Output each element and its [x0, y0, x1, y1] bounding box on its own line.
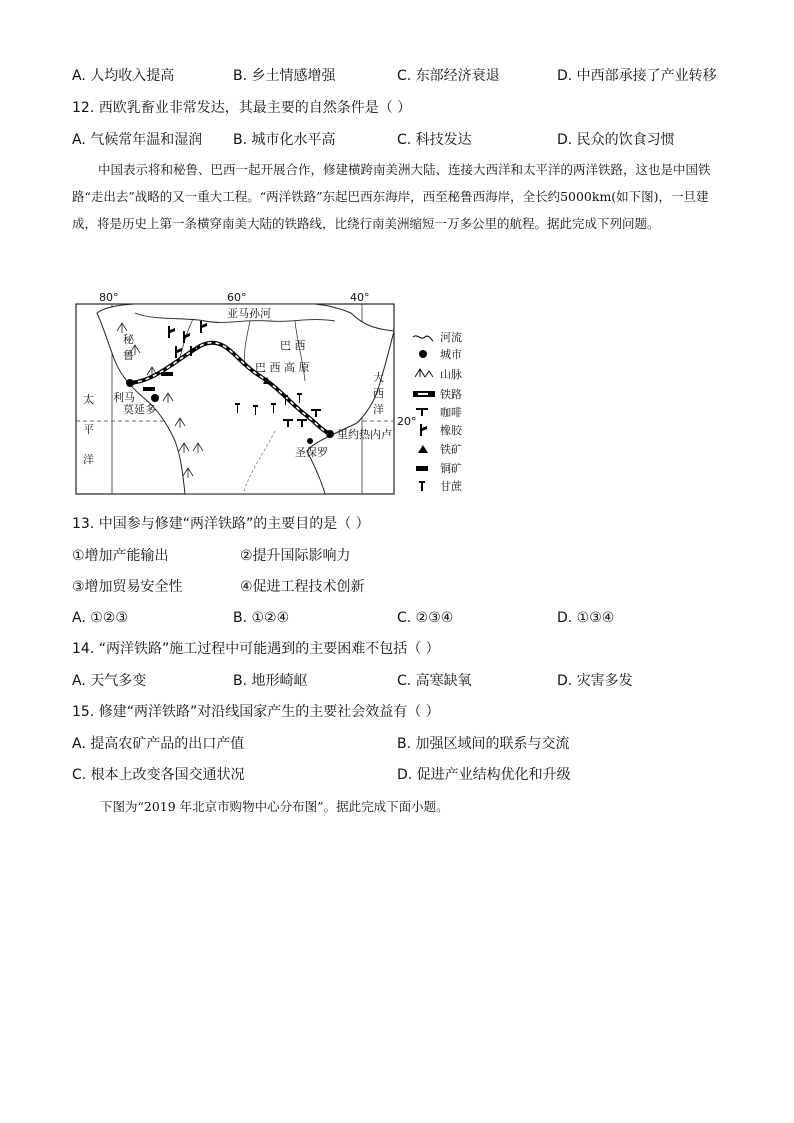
legend-iron-icon	[418, 445, 428, 453]
legend-city: 城市	[440, 348, 462, 361]
q13-option-d[interactable]: D. ①③④	[557, 610, 615, 626]
legend-mountain: 山脉	[440, 368, 462, 381]
city-lima	[126, 379, 134, 387]
passage-text: 中国表示将和秘鲁、巴西一起开展合作，修建横跨南美洲大陆、连接大西洋和太平洋的两洋铁路，这也是中国铁路“走出去”战略的又一重大工程。“两洋铁路”东起巴西东海岸，西至秘鲁西海岸，全长约5000km(如下图)，一旦建成，将是历史上第一条横穿南美大陆的铁路线，比绕行南美洲缩短一万多公里的航程。据此完成下列问题。	[72, 162, 711, 231]
q12-option-b[interactable]: B. 城市化水平高	[233, 132, 336, 148]
copper-symbol	[161, 372, 173, 376]
legend-copper: 铜矿	[440, 462, 462, 475]
q12-stem: 12. 西欧乳畜业非常发达，其最主要的自然条件是（ ）	[72, 100, 412, 116]
label-rio: 里约热内卢	[337, 428, 392, 441]
q13-option-c[interactable]: C. ②③④	[397, 610, 454, 626]
legend-sugarcane: 甘蔗	[440, 480, 462, 493]
legend-railway: 铁路	[440, 388, 462, 401]
label-pacific-3: 洋	[83, 453, 94, 466]
label-pacific-2: 平	[83, 423, 94, 436]
q12-option-a[interactable]: A. 气候常年温和湿润	[72, 132, 203, 148]
map-legend	[413, 330, 463, 493]
legend-mountain-icon	[415, 369, 433, 377]
reading-passage	[72, 156, 722, 237]
legend-river: 河流	[440, 331, 462, 344]
q12-option-d[interactable]: D. 民众的饮食习惯	[557, 132, 675, 148]
south-america-railway-map	[75, 291, 475, 496]
lon-label-80: 80°	[99, 291, 119, 304]
q13-option-b[interactable]: B. ①②④	[233, 610, 290, 626]
city-rio	[326, 430, 334, 438]
label-lima: 利马	[113, 391, 135, 404]
q15-option-c[interactable]: C. 根本上改变各国交通状况	[72, 767, 245, 783]
q13-item-2: ②提升国际影响力	[240, 548, 351, 564]
legend-copper-icon	[416, 466, 428, 471]
q11-option-c[interactable]: C. 东部经济衰退	[397, 68, 500, 84]
q15-option-a[interactable]: A. 提高农矿产品的出口产值	[72, 736, 245, 752]
legend-coffee: 咖啡	[440, 406, 462, 419]
lon-label-40: 40°	[350, 291, 370, 304]
q13-item-1: ①增加产能输出	[72, 548, 169, 564]
legend-railway-icon-inner	[418, 393, 428, 395]
q11-option-a[interactable]: A. 人均收入提高	[72, 68, 175, 84]
label-amazon: 亚马孙河	[227, 307, 271, 320]
label-atlantic-2: 西	[373, 387, 384, 400]
label-saopaulo: 圣保罗	[295, 446, 328, 459]
q14-option-d[interactable]: D. 灾害多发	[557, 673, 633, 689]
legend-coffee-icon	[416, 408, 428, 416]
city-moquegua	[151, 394, 159, 402]
legend-city-icon	[419, 350, 427, 358]
legend-rubber: 橡胶	[440, 424, 462, 437]
city-saopaulo	[307, 438, 313, 444]
legend-iron: 铁矿	[440, 443, 462, 456]
q13-item-3: ③增加贸易安全性	[72, 579, 183, 595]
q11-option-b[interactable]: B. 乡土情感增强	[233, 68, 336, 84]
q14-option-a[interactable]: A. 天气多变	[72, 673, 147, 689]
q15-option-d[interactable]: D. 促进产业结构优化和升级	[397, 767, 571, 783]
q15-option-b[interactable]: B. 加强区域间的联系与交流	[397, 736, 570, 752]
q14-option-b[interactable]: B. 地形崎岖	[233, 673, 308, 689]
lat-label-20: 20°	[397, 415, 417, 428]
next-section-note: 下图为“2019 年北京市购物中心分布图”。据此完成下面小题。	[100, 799, 449, 814]
label-brazil: 巴 西	[280, 339, 306, 352]
q12-option-c[interactable]: C. 科技发达	[397, 132, 472, 148]
legend-sugarcane-icon	[419, 481, 425, 491]
label-atlantic-3: 洋	[373, 403, 384, 416]
label-peru-1: 秘	[123, 333, 134, 346]
q13-item-4: ④促进工程技术创新	[240, 579, 365, 595]
q13-stem: 13. 中国参与修建“两洋铁路”的主要目的是（ ）	[72, 516, 370, 532]
label-moquegua: 莫延多	[123, 403, 156, 416]
lon-label-60: 60°	[227, 291, 247, 304]
legend-rubber-icon	[420, 424, 427, 436]
label-atlantic-1: 大	[373, 371, 384, 384]
label-pacific-1: 太	[83, 393, 94, 406]
q13-option-a[interactable]: A. ①②③	[72, 610, 128, 626]
label-plateau: 巴 西 高 原	[255, 361, 310, 374]
q14-option-c[interactable]: C. 高寒缺氧	[397, 673, 472, 689]
q11-option-d[interactable]: D. 中西部承接了产业转移	[557, 68, 717, 84]
copper-symbol	[143, 387, 155, 391]
legend-river-icon	[413, 336, 433, 341]
q15-stem: 15. 修建“两洋铁路”对沿线国家产生的主要社会效益有（ ）	[72, 704, 440, 720]
label-peru-2: 鲁	[123, 349, 134, 362]
q14-stem: 14. “两洋铁路”施工过程中可能遇到的主要困难不包括（ ）	[72, 641, 440, 657]
